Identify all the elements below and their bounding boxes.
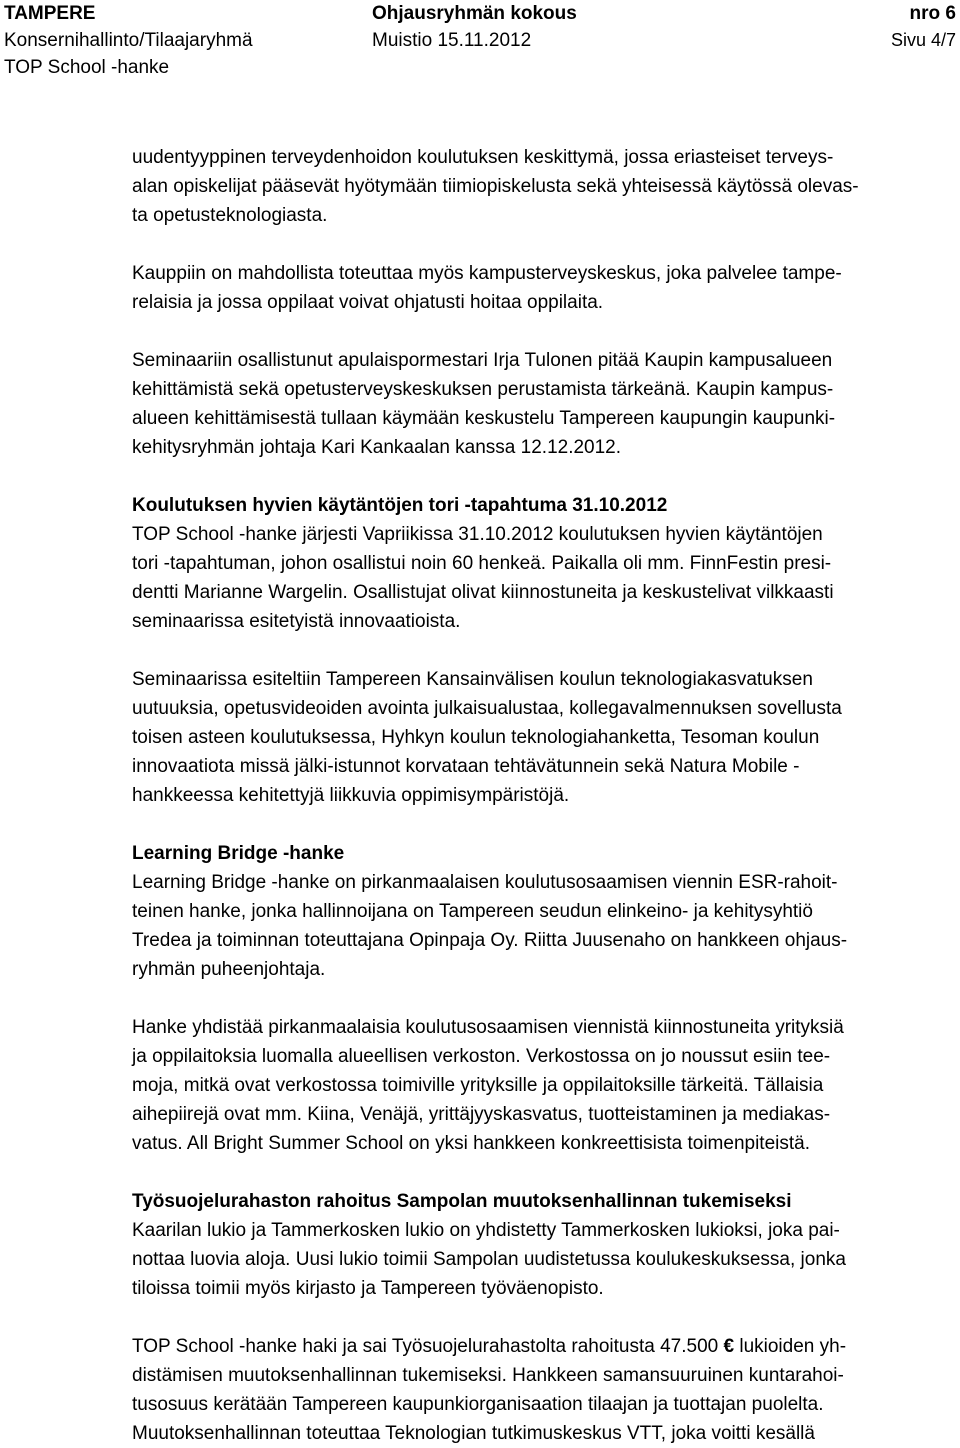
text-line: relaisia ja jossa oppilaat voivat ohjatusti hoitaa oppilaita. <box>132 292 604 313</box>
meeting-title: Ohjausryhmän kokous <box>372 3 577 24</box>
memo-date: Muistio 15.11.2012 <box>372 30 532 51</box>
text-line: tori -tapahtuman, johon osallistui noin 60 henkeä. Paikalla oli mm. FinnFestin presi- <box>132 553 832 574</box>
text-line: alueen kehittämisestä tullaan käymään keskustelu Tampereen kaupungin kaupunki- <box>132 408 836 429</box>
paragraph-kampusterveyskeskus <box>132 259 952 317</box>
meeting-number: nro 6 <box>909 3 956 24</box>
text-line: Seminaariin osallistunut apulaispormestari Irja Tulonen pitää Kaupin kampusalueen <box>132 350 833 371</box>
text-line: alan opiskelijat pääsevät hyötymään tiimiopiskelusta sekä yhteisessä käytössä olevas- <box>132 176 859 197</box>
text-line: ja oppilaitoksia luomalla alueellisen verkoston. Verkostossa on jo noussut esiin tee- <box>132 1046 831 1067</box>
text-line: aihepiirejä ovat mm. Kiina, Venäjä, yrittäjyyskasvatus, tuotteistaminen ja mediakas- <box>132 1104 831 1125</box>
document-body <box>132 143 952 1448</box>
text-line: distämisen muutoksenhallinnan tukemiseksi. Hankkeen samansuuruinen kuntarahoi- <box>132 1365 844 1386</box>
header-row-1 <box>4 0 956 27</box>
text-line: nottaa luovia aloja. Uusi lukio toimii Sampolan uudistetussa koulukeskuksessa, jonka <box>132 1249 846 1270</box>
text-fragment: TOP School -hanke haki ja sai Työsuojelurahastolta rahoitusta 47.500 <box>132 1336 724 1357</box>
department: Konsernihallinto/Tilaajaryhmä <box>4 30 253 51</box>
text-line: seminaarissa esitetyistä innovaatioista. <box>132 611 461 632</box>
page-number: Sivu 4/7 <box>890 30 956 50</box>
header-row-3 <box>4 54 956 81</box>
text-line: Kauppiin on mahdollista toteuttaa myös kampusterveyskeskus, joka palvelee tampe- <box>132 263 842 284</box>
paragraph-tori <box>132 520 952 636</box>
text-line: dentti Marianne Wargelin. Osallistujat olivat kiinnostuneita ja keskustelivat vilkkaasti <box>132 582 834 603</box>
text-line <box>132 1332 952 1361</box>
text-line: innovaatiota missä jälki-istunnot korvataan tehtävätunnein sekä Natura Mobile - <box>132 756 800 777</box>
paragraph-lukiot <box>132 1216 952 1303</box>
text-line: kehittämistä sekä opetusterveyskeskuksen perustamista tärkeänä. Kaupin kampus- <box>132 379 834 400</box>
text-line: toisen asteen koulutuksessa, Hyhkyn koulun teknologiahanketta, Tesoman koulun <box>132 727 820 748</box>
project-name: TOP School -hanke <box>4 57 170 78</box>
text-line: uutuuksia, opetusvideoiden avointa julkaisualustaa, kollegavalmennuksen sovellusta <box>132 698 842 719</box>
org-name: TAMPERE <box>4 3 96 24</box>
text-line: hankkeessa kehitettyjä liikkuvia oppimisympäristöjä. <box>132 785 570 806</box>
section-heading-tyosuojelurahasto: Työsuojelurahaston rahoitus Sampolan muutoksenhallinnan tukemiseksi <box>132 1191 792 1212</box>
text-line: Hanke yhdistää pirkanmaalaisia koulutusosaamisen viennistä kiinnostuneita yrityksiä <box>132 1017 844 1038</box>
page-header <box>4 0 956 90</box>
paragraph-learning-bridge <box>132 868 952 984</box>
text-line: vatus. All Bright Summer School on yksi hankkeen konkreettisista toimenpiteistä. <box>132 1133 810 1154</box>
text-line: teinen hanke, jonka hallinnoijana on Tampereen seudun elinkeino- ja kehitysyhtiö <box>132 901 813 922</box>
text-line: tusosuus kerätään Tampereen kaupunkiorganisaation tilaajan ja tuottajan puolelta. <box>132 1394 824 1415</box>
paragraph-seminaari <box>132 346 952 462</box>
euro-sign: € <box>723 1336 735 1357</box>
text-line: uudentyyppinen terveydenhoidon koulutuksen keskittymä, jossa eriasteiset terveys- <box>132 147 834 168</box>
text-line: TOP School -hanke järjesti Vapriikissa 31.10.2012 koulutuksen hyvien käytäntöjen <box>132 524 823 545</box>
text-line: ta opetusteknologiasta. <box>132 205 328 226</box>
text-line: moja, mitkä ovat verkostossa toimiville yrityksille ja oppilaitoksille tärkeitä. Tällaisia <box>132 1075 824 1096</box>
text-line: Learning Bridge -hanke on pirkanmaalaisen koulutusosaamisen viennin ESR-rahoit- <box>132 872 838 893</box>
section-heading-tori: Koulutuksen hyvien käytäntöjen tori -tapahtuma 31.10.2012 <box>132 495 668 516</box>
paragraph-rahoitus <box>132 1332 952 1448</box>
text-line: Seminaarissa esiteltiin Tampereen Kansainvälisen koulun teknologiakasvatuksen <box>132 669 813 690</box>
paragraph-verkosto <box>132 1013 952 1158</box>
paragraph-terveydenhoito <box>132 143 952 230</box>
text-line: tiloissa toimii myös kirjasto ja Tampereen työväenopisto. <box>132 1278 604 1299</box>
section-heading-learning-bridge: Learning Bridge -hanke <box>132 843 345 864</box>
text-line: ryhmän puheenjohtaja. <box>132 959 326 980</box>
text-line: Kaarilan lukio ja Tammerkosken lukio on yhdistetty Tammerkosken lukioksi, joka pai- <box>132 1220 840 1241</box>
text-line: kehitysryhmän johtaja Kari Kankaalan kanssa 12.12.2012. <box>132 437 622 458</box>
text-line: Tredea ja toiminnan toteuttajana Opinpaja Oy. Riitta Juusenaho on hankkeen ohjaus- <box>132 930 848 951</box>
paragraph-innovaatiot <box>132 665 952 810</box>
header-row-2 <box>4 27 956 54</box>
text-line: Muutoksenhallinnan toteuttaa Teknologian tutkimuskeskus VTT, joka voitti kesällä <box>132 1423 815 1444</box>
text-fragment: lukioiden yh- <box>734 1336 847 1357</box>
